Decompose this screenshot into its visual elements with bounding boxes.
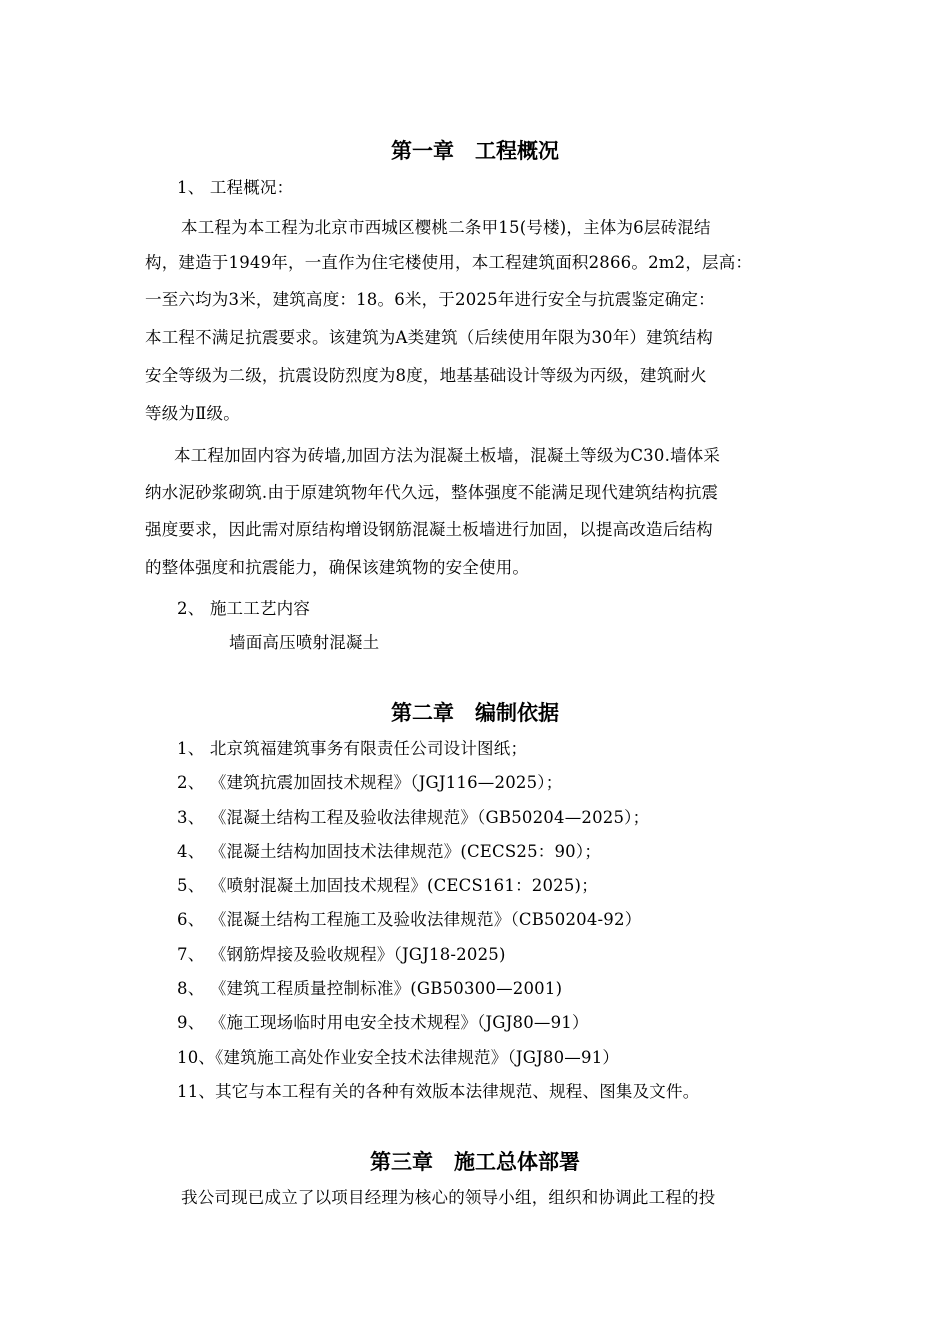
item-2-content: 墙面高压喷射混凝土: [229, 633, 380, 652]
reference-item: 4、 《混凝土结构加固技术法律规范》(CECS25：90）；: [177, 842, 602, 861]
item-1-label: 1、 工程概况：: [177, 178, 294, 197]
para-1-line-5: 安全等级为二级，抗震设防烈度为8度，地基基础设计等级为丙级，建筑耐火: [145, 366, 707, 385]
reference-item: 2、 《建筑抗震加固技术规程》（JGJ116—2025）；: [177, 773, 563, 792]
para-1-line-6: 等级为Ⅱ级。: [145, 404, 240, 423]
chapter-3-title: 第三章 施工总体部署: [370, 1150, 580, 1174]
reference-item: 10、《建筑施工高处作业安全技术法律规范》（JGJ80—91）: [177, 1048, 620, 1067]
para-2-line-1: 本工程加固内容为砖墙,加固方法为混凝土板墙，混凝土等级为C30.墙体采: [174, 446, 721, 465]
para-2-line-3: 强度要求，因此需对原结构增设钢筋混凝土板墙进行加固，以提高改造后结构: [145, 520, 713, 539]
para-2-line-4: 的整体强度和抗震能力，确保该建筑物的安全使用。: [145, 558, 530, 577]
para-2-line-2: 纳水泥砂浆砌筑.由于原建筑物年代久远，整体强度不能满足现代建筑结构抗震: [145, 483, 719, 502]
reference-item: 9、 《施工现场临时用电安全技术规程》（JGJ80—91）: [177, 1013, 589, 1032]
reference-item: 7、 《钢筋焊接及验收规程》（JGJ18-2025): [177, 945, 506, 964]
item-2-label: 2、 施工工艺内容: [177, 599, 311, 618]
reference-item: 5、 《喷射混凝土加固技术规程》(CECS161：2025)；: [177, 876, 598, 895]
reference-item: 3、 《混凝土结构工程及验收法律规范》（GB50204—2025）；: [177, 808, 650, 827]
reference-item: 8、 《建筑工程质量控制标准》(GB50300—2001): [177, 979, 563, 998]
chapter-1-title: 第一章 工程概况: [391, 139, 559, 163]
para-1-line-3: 一至六均为3米，建筑高度：18。6米，于2025年进行安全与抗震鉴定确定：: [145, 290, 715, 309]
chapter-3-para-line-1: 我公司现已成立了以项目经理为核心的领导小组，组织和协调此工程的投: [181, 1188, 716, 1207]
para-1-line-1: 本工程为本工程为北京市西城区樱桃二条甲15(号楼)，主体为6层砖混结: [181, 218, 711, 237]
chapter-2-title: 第二章 编制依据: [391, 701, 559, 725]
reference-item: 1、 北京筑福建筑事务有限责任公司设计图纸；: [177, 739, 528, 758]
para-1-line-4: 本工程不满足抗震要求。该建筑为A类建筑（后续使用年限为30年）建筑结构: [145, 328, 713, 347]
reference-item: 11、其它与本工程有关的各种有效版本法律规范、规程、图集及文件。: [177, 1082, 700, 1101]
para-1-line-2: 构，建造于1949年，一直作为住宅楼使用，本工程建筑面积2866。2m2，层高：: [145, 253, 753, 272]
reference-item: 6、 《混凝土结构工程施工及验收法律规范》（CB50204-92）: [177, 910, 642, 929]
